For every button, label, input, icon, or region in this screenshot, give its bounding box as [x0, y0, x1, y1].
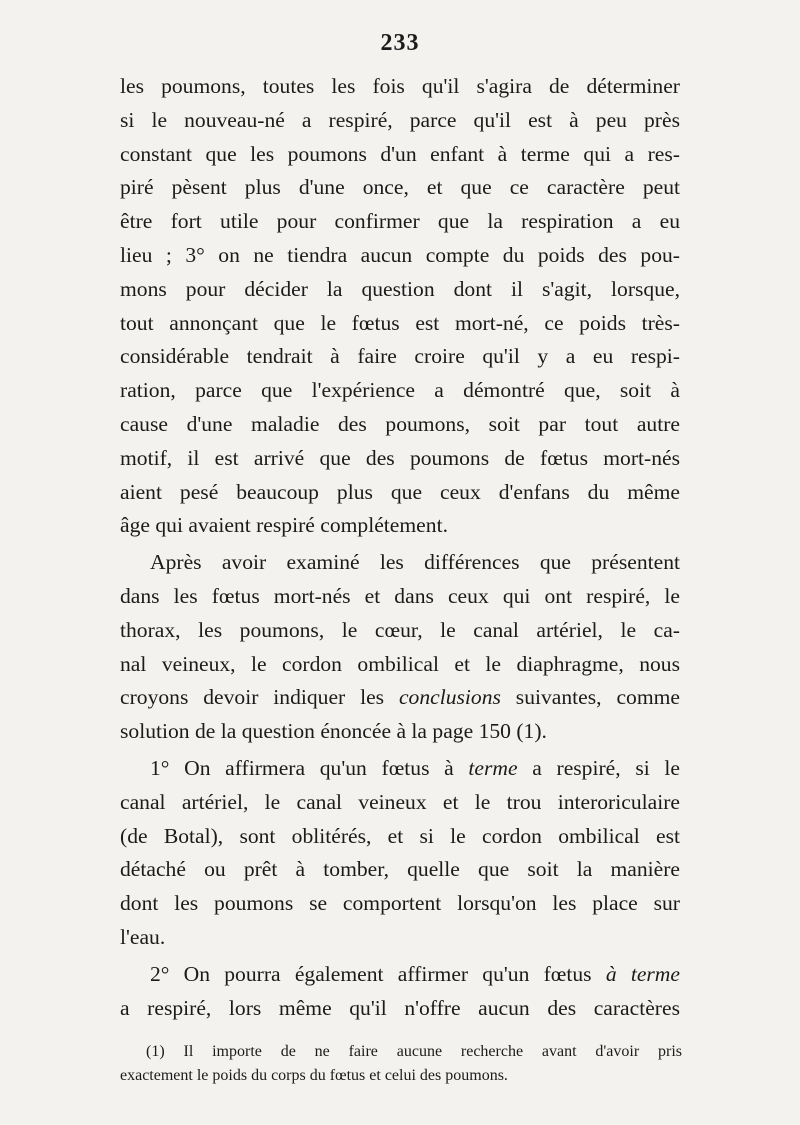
text-line-mixed — [120, 958, 680, 992]
text-line: Après avoir examiné les différences que présentent — [150, 550, 680, 575]
text-line: lieu ; 3° on ne tiendra aucun compte du poids des pou- — [120, 242, 680, 267]
paragraph-2 — [120, 546, 680, 749]
text-line: motif, il est arrivé que des poumons de fœtus mort-nés — [120, 445, 680, 470]
text-run: suivantes, comme — [500, 685, 680, 710]
text-line: mons pour décider la question dont il s'agit, lorsque, — [120, 276, 680, 301]
paragraph-3 — [120, 752, 680, 955]
text-line: être fort utile pour confirmer que la respiration a eu — [120, 209, 680, 234]
text-line-mixed — [120, 681, 680, 715]
text-run: a respiré, si le — [517, 755, 680, 780]
paragraph-4 — [120, 958, 680, 1026]
italic-word: à terme — [605, 961, 680, 986]
text-run: 1° On affirmera qu'un fœtus à — [150, 755, 469, 780]
text-line: constant que les poumons d'un enfant à terme qui a res- — [120, 141, 680, 166]
page-number: 233 — [380, 30, 420, 56]
text-run: croyons devoir indiquer les — [120, 685, 399, 710]
text-line: thorax, les poumons, le cœur, le canal artériel, le ca- — [120, 617, 680, 642]
text-line: nal veineux, le cordon ombilical et le diaphragme, nous — [120, 651, 680, 676]
text-line: (de Botal), sont oblitérés, et si le cordon ombilical est — [120, 823, 680, 848]
footnote-line: exactement le poids du corps du fœtus et celui des poumons. — [120, 1067, 508, 1084]
text-line: canal artériel, le canal veineux et le trou interoriculaire — [120, 789, 680, 814]
text-line: les poumons, toutes les fois qu'il s'agira de déterminer — [120, 74, 680, 98]
italic-word: conclusions — [398, 685, 501, 710]
text-line: solution de la question énoncée à la page 150 (1). — [120, 719, 547, 744]
text-line-mixed — [120, 752, 680, 786]
text-line: dont les poumons se comportent lorsqu'on les place sur — [120, 891, 680, 916]
text-line: tout annonçant que le fœtus est mort-né, ce poids très- — [120, 310, 680, 335]
text-line: aient pesé beaucoup plus que ceux d'enfans du même — [120, 479, 680, 504]
text-line: cause d'une maladie des poumons, soit par tout autre — [120, 411, 680, 436]
text-line: détaché ou prêt à tomber, quelle que soit la manière — [120, 857, 680, 882]
text-run: 2° On pourra également affirmer qu'un fœtus — [150, 961, 606, 986]
text-line: considérable tendrait à faire croire qu'il y a eu respi- — [120, 344, 680, 369]
italic-word: terme — [468, 755, 518, 780]
text-line: a respiré, lors même qu'il n'offre aucun des caractères — [120, 995, 680, 1020]
footnote — [120, 1040, 682, 1088]
text-line: l'eau. — [120, 924, 166, 949]
paragraph-1 — [120, 70, 680, 543]
text-line: piré pèsent plus d'une once, et que ce caractère peut — [120, 175, 680, 200]
text-line: ration, parce que l'expérience a démontré que, soit à — [120, 378, 680, 403]
footnote-line: (1) Il importe de ne faire aucune recherche avant d'avoir pris — [146, 1043, 682, 1060]
body-text — [120, 70, 680, 1025]
text-line: âge qui avaient respiré complétement. — [120, 513, 448, 538]
text-line: si le nouveau-né a respiré, parce qu'il est à peu près — [120, 107, 680, 132]
text-line: dans les fœtus mort-nés et dans ceux qui ont respiré, le — [120, 583, 680, 608]
